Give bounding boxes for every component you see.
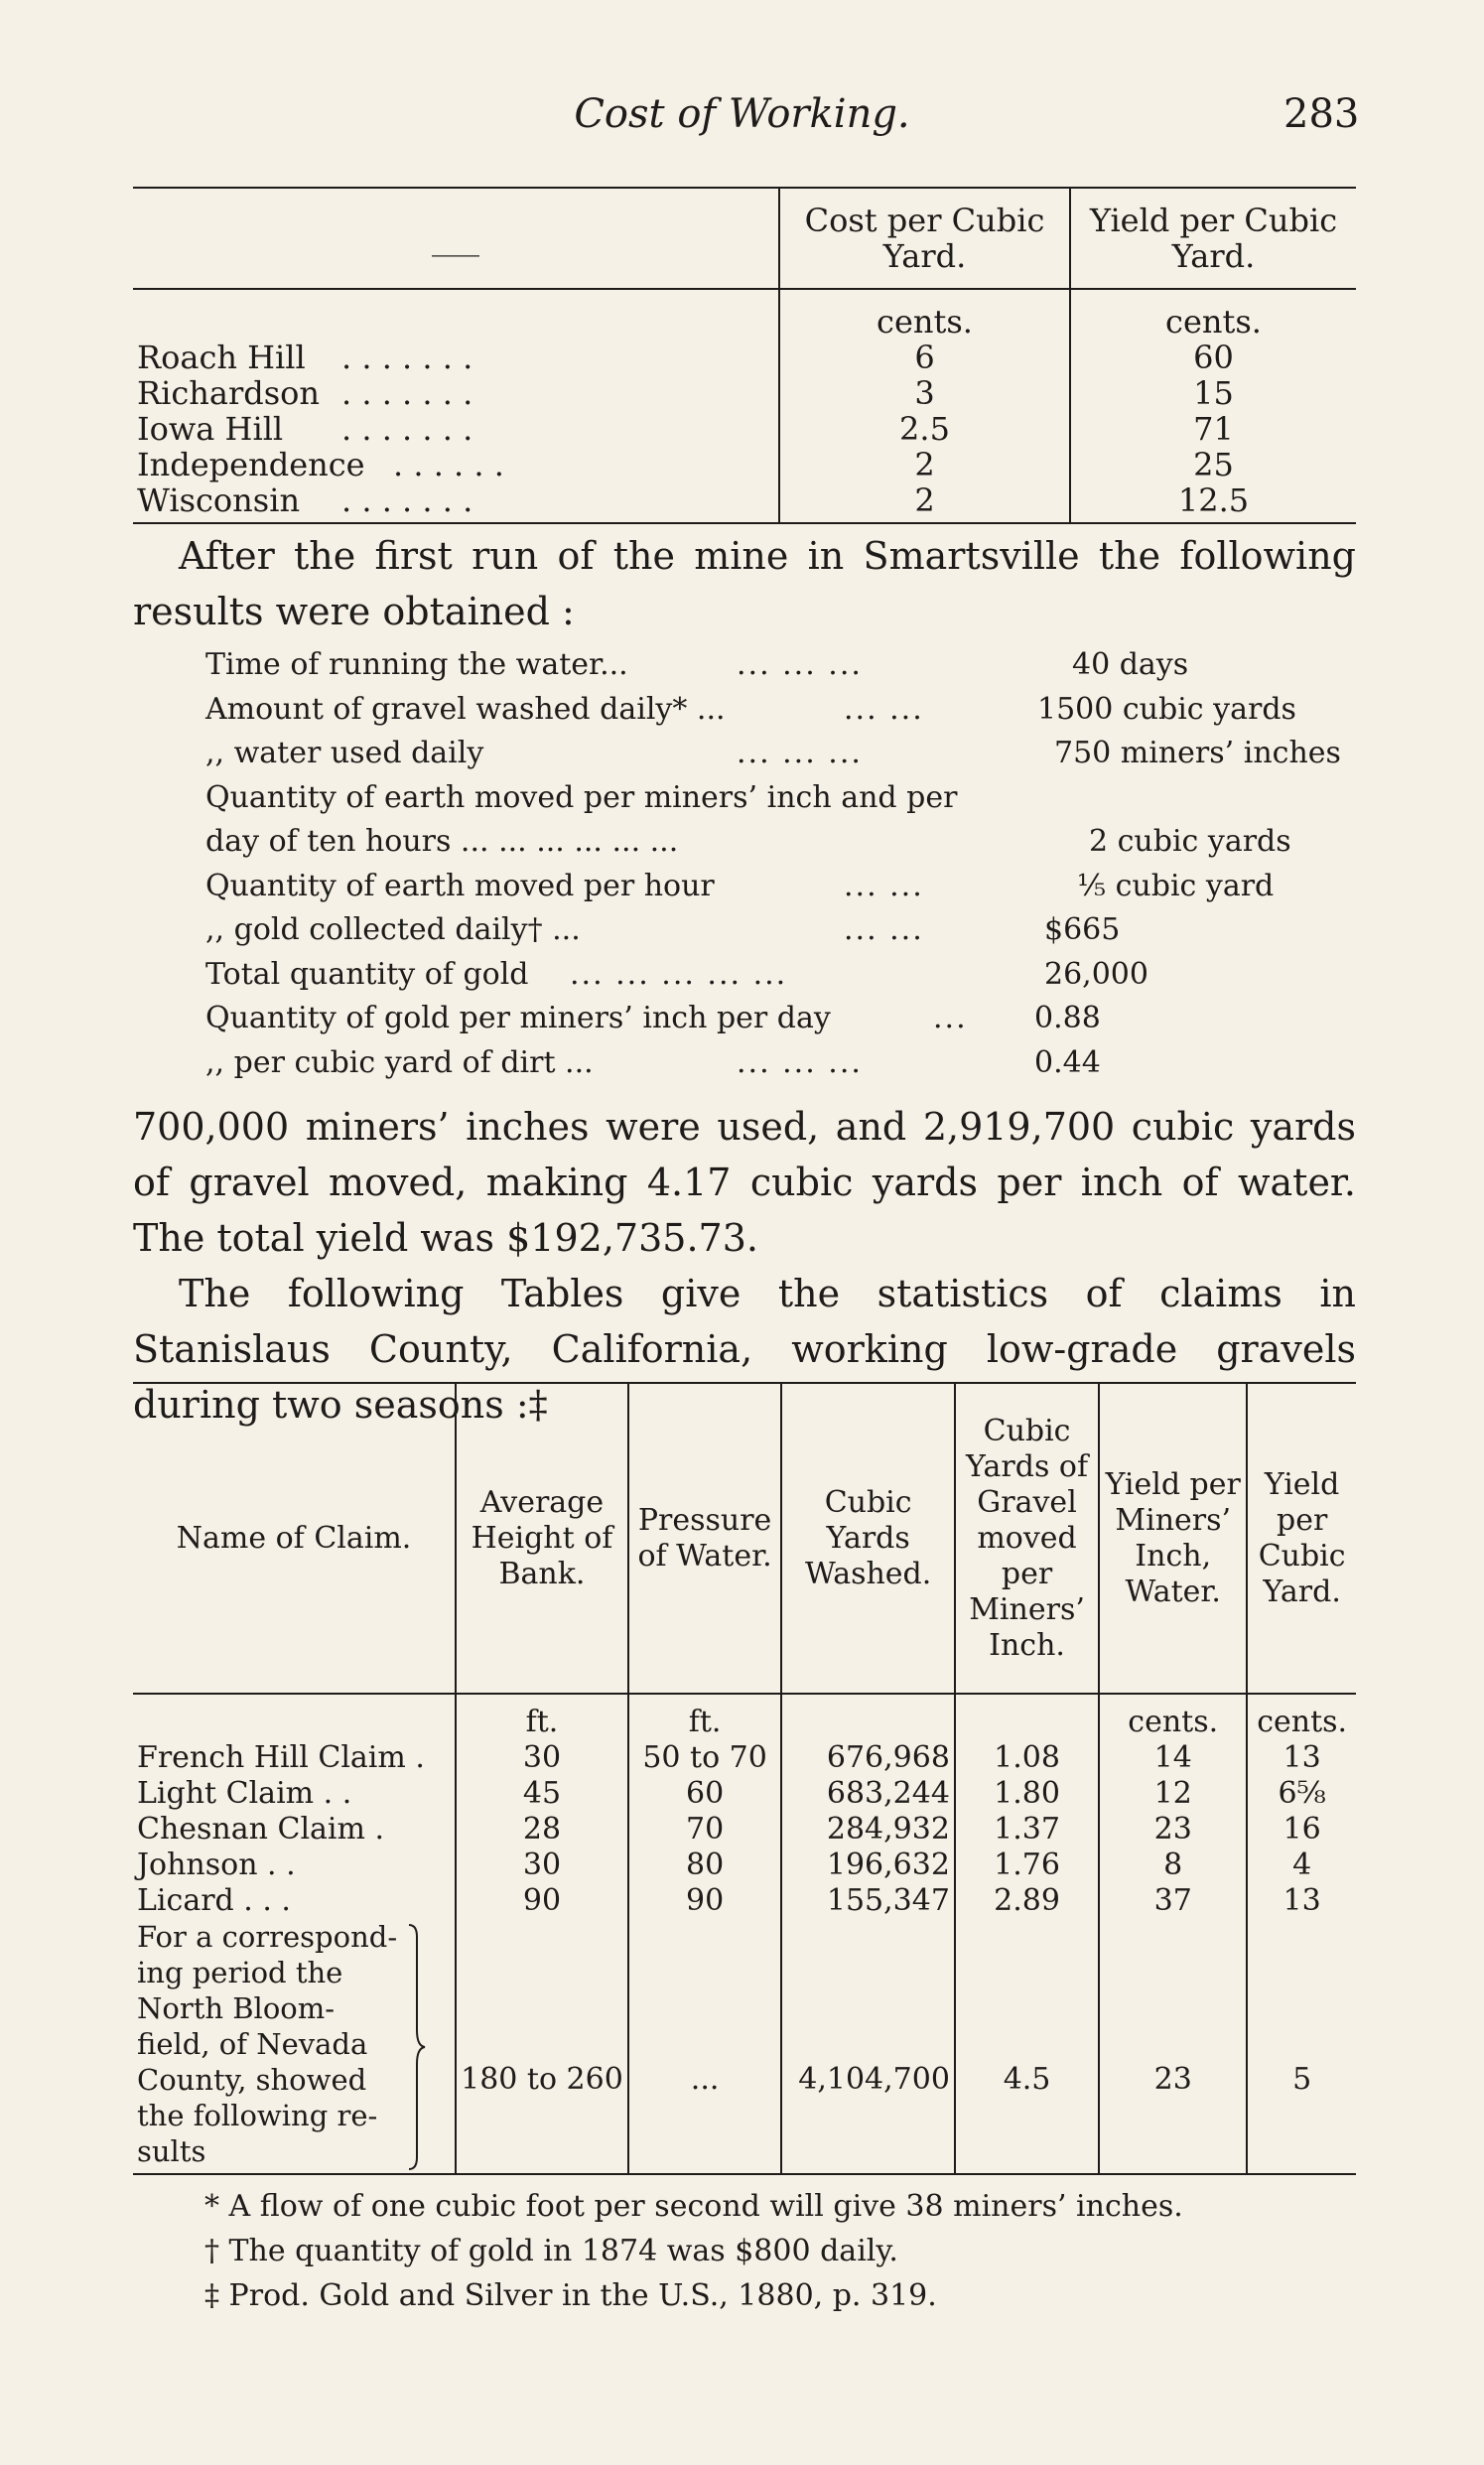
result-label: Quantity of earth moved per miners’ inch and per — [205, 779, 958, 815]
result-label: Amount of gravel washed daily* ... — [205, 691, 726, 727]
cost-cell: 2 — [779, 447, 1070, 482]
result-label: Quantity of earth moved per hour — [205, 868, 715, 903]
results-list — [205, 643, 1347, 1085]
unit-height: ft. — [456, 1694, 628, 1740]
table-header-row — [133, 1383, 1356, 1694]
column-header-pressure: Pressure of Water. — [628, 1383, 782, 1694]
table-row — [133, 1776, 1356, 1812]
per-inch-cell: 1.80 — [955, 1776, 1099, 1812]
claim-name: Iowa Hill — [137, 410, 284, 448]
leader-dots: ... ... — [844, 691, 924, 727]
result-value: $665 — [1044, 912, 1121, 947]
unit-cost: cents. — [779, 289, 1070, 340]
height-cell: 45 — [456, 1776, 628, 1812]
cost-yield-table — [133, 187, 1356, 524]
table-row — [133, 411, 1356, 447]
leader-dots: ... ... ... ... ... — [570, 956, 788, 992]
cost-cell: 2 — [779, 482, 1070, 524]
intro-paragraph: After the first run of the mine in Smartsville the following results were obtained : — [133, 534, 1356, 633]
height-cell: 180 to 260 — [456, 1919, 628, 2174]
claim-name: French Hill Claim . — [133, 1740, 456, 1776]
column-header-cost: Cost per Cubic Yard. — [779, 188, 1070, 289]
footnote: * A flow of one cubic foot per second will give 38 miners’ inches. — [204, 2189, 1183, 2224]
list-item — [205, 820, 1347, 865]
leader-dots: ... ... — [844, 868, 924, 903]
list-item — [205, 776, 1347, 821]
result-value: 2 cubic yards — [1089, 824, 1291, 859]
pressure-cell: 80 — [628, 1848, 782, 1883]
washed-cell: 284,932 — [781, 1812, 955, 1848]
footnotes — [204, 2184, 1183, 2318]
bloomfield-name-cell — [133, 1919, 456, 2174]
result-label: Quantity of gold per miners’ inch per day — [205, 1001, 831, 1035]
leader-dots: ... ... ... — [737, 736, 863, 770]
yield-inch-cell: 37 — [1099, 1883, 1247, 1919]
note-line: County, showed — [137, 2063, 367, 2097]
height-cell: 30 — [456, 1848, 628, 1883]
table-row — [133, 1740, 1356, 1776]
tables-intro-paragraph: The following Tables give the statistics of claims in Stanislaus County, California, working low-grade gravels during two seasons :‡ — [133, 1272, 1356, 1427]
result-value: ⅕ cubic yard — [1077, 868, 1275, 903]
page-number: 283 — [1283, 91, 1360, 137]
per-inch-cell: 1.08 — [955, 1740, 1099, 1776]
pressure-cell: 70 — [628, 1812, 782, 1848]
column-header-per-inch: Cubic Yards of Gravel moved per Miners’ Inch. — [955, 1383, 1099, 1694]
column-header-blank: ___ — [133, 188, 779, 289]
yield-inch-cell: 8 — [1099, 1848, 1247, 1883]
column-header-name: Name of Claim. — [133, 1383, 456, 1694]
leader-dots: ... ... ... — [737, 647, 863, 682]
yield-cell: 25 — [1193, 446, 1234, 483]
list-item — [205, 953, 1347, 998]
footnote: ‡ Prod. Gold and Silver in the U.S., 1880, p. 319. — [204, 2278, 937, 2313]
unit-row — [133, 1694, 1356, 1740]
washed-cell: 683,244 — [781, 1776, 955, 1812]
column-header-height: Average Height of Bank. — [456, 1383, 628, 1694]
cost-cell: 6 — [779, 340, 1070, 375]
yield-inch-cell: 23 — [1099, 1812, 1247, 1848]
washed-cell: 4,104,700 — [781, 1919, 955, 2174]
claim-name: Licard . . . — [133, 1883, 456, 1919]
result-label: Total quantity of gold — [205, 956, 529, 992]
table-row — [133, 375, 1356, 411]
per-inch-cell: 4.5 — [955, 1919, 1099, 2174]
table-row — [133, 1883, 1356, 1919]
unit-row — [133, 289, 1356, 340]
stanislaus-claims-table — [133, 1382, 1356, 2175]
leader-dots: . . . . . . . — [341, 410, 473, 448]
list-item — [205, 688, 1347, 733]
yield-cell: 60 — [1193, 339, 1234, 376]
per-inch-cell: 2.89 — [955, 1883, 1099, 1919]
table-row-bloomfield — [133, 1919, 1356, 2174]
table-row — [133, 447, 1356, 482]
result-value: 40 days — [1072, 647, 1189, 682]
note-line: the following re- — [137, 2099, 378, 2132]
result-value: 1500 cubic yards — [1037, 691, 1296, 727]
column-header-washed: Cubic Yards Washed. — [781, 1383, 955, 1694]
per-inch-cell: 1.76 — [955, 1848, 1099, 1883]
yield-cell: 15 — [1193, 374, 1234, 412]
list-item — [205, 1041, 1347, 1086]
washed-cell: 676,968 — [781, 1740, 955, 1776]
result-label: ,, per cubic yard of dirt ... — [205, 1044, 594, 1080]
leader-dots: ... ... — [844, 912, 924, 947]
yield-yard-cell: 13 — [1282, 1883, 1321, 1918]
note-line: field, of Nevada — [137, 2027, 368, 2061]
leader-dots: . . . . . . . — [341, 374, 473, 412]
table-row — [133, 1848, 1356, 1883]
leader-dots: . . . . . . . — [341, 339, 473, 376]
result-label: day of ten hours ... ... ... ... ... ... — [205, 824, 679, 859]
list-item — [205, 732, 1347, 776]
yield-inch-cell: 12 — [1099, 1776, 1247, 1812]
unit-yield-inch: cents. — [1099, 1694, 1247, 1740]
bloomfield-note — [137, 1919, 451, 2169]
leader-dots: . . . . . . — [393, 446, 504, 483]
table-bottom-rule — [133, 522, 1356, 524]
list-item — [205, 908, 1347, 953]
table-row — [133, 340, 1356, 375]
list-item — [205, 997, 1347, 1041]
note-line: For a correspond- — [137, 1920, 398, 1954]
claim-name: Light Claim . . — [133, 1776, 456, 1812]
pressure-cell: 60 — [628, 1776, 782, 1812]
height-cell: 30 — [456, 1740, 628, 1776]
table-row — [133, 482, 1356, 524]
yield-yard-cell: 16 — [1282, 1812, 1321, 1847]
unit-pressure: ft. — [628, 1694, 782, 1740]
height-cell: 90 — [456, 1883, 628, 1919]
washed-cell: 155,347 — [781, 1883, 955, 1919]
result-label: ,, water used daily — [205, 736, 484, 770]
per-inch-cell: 1.37 — [955, 1812, 1099, 1848]
pressure-cell: 50 to 70 — [628, 1740, 782, 1776]
yield-inch-cell: 14 — [1099, 1740, 1247, 1776]
claim-name: Chesnan Claim . — [133, 1812, 456, 1848]
claim-name: Independence — [137, 446, 365, 483]
column-header-yield-yard: Yield per Cubic Yard. — [1247, 1383, 1356, 1694]
yield-yard-cell: 4 — [1292, 1848, 1312, 1882]
washed-cell: 196,632 — [781, 1848, 955, 1883]
claim-name: Richardson — [137, 374, 321, 412]
table-row — [133, 1812, 1356, 1848]
note-line: North Bloom- — [137, 1991, 336, 2025]
yield-yard-cell: 13 — [1282, 1740, 1321, 1775]
unit-yield: cents. — [1165, 303, 1262, 341]
pressure-cell: ... — [628, 1919, 782, 2174]
result-label: Time of running the water... — [205, 647, 628, 682]
cost-cell: 3 — [779, 375, 1070, 411]
result-value: 0.88 — [1034, 1001, 1101, 1035]
yield-yard-cell: 5 — [1247, 1919, 1356, 2174]
yield-cell: 12.5 — [1177, 481, 1250, 519]
curly-brace-icon — [407, 1923, 427, 2171]
height-cell: 28 — [456, 1812, 628, 1848]
claim-name: Johnson . . — [133, 1848, 456, 1883]
note-line: sults — [137, 2134, 206, 2168]
summary-paragraph: 700,000 miners’ inches were used, and 2,919,700 cubic yards of gravel moved, making 4.17 cubic yards per inch of water. The total yield was $192,735.73. — [133, 1105, 1356, 1260]
yield-cell: 71 — [1193, 410, 1234, 448]
claim-name: Wisconsin — [137, 481, 301, 519]
note-line: ing period the — [137, 1956, 343, 1989]
cost-cell: 2.5 — [779, 411, 1070, 447]
running-header-title: Cost of Working. — [574, 91, 910, 137]
leader-dots: . . . . . . . — [341, 481, 473, 519]
list-item — [205, 643, 1347, 688]
table-header-row — [133, 188, 1356, 289]
yield-yard-cell: 6⅝ — [1278, 1776, 1326, 1811]
result-value: 26,000 — [1044, 956, 1148, 992]
leader-dots: ... — [933, 1001, 968, 1035]
result-value: 0.44 — [1034, 1044, 1101, 1080]
unit-yield-yard: cents. — [1257, 1705, 1348, 1739]
yield-inch-cell: 23 — [1099, 1919, 1247, 2174]
claim-name: Roach Hill — [137, 339, 306, 376]
result-value: 750 miners’ inches — [1054, 736, 1341, 770]
list-item — [205, 865, 1347, 909]
footnote: † The quantity of gold in 1874 was $800 daily. — [204, 2234, 898, 2268]
result-label: ,, gold collected daily† ... — [205, 912, 581, 947]
pressure-cell: 90 — [628, 1883, 782, 1919]
column-header-yield: Yield per Cubic Yard. — [1070, 188, 1356, 289]
column-header-yield-inch: Yield per Miners’ Inch, Water. — [1099, 1383, 1247, 1694]
leader-dots: ... ... ... — [737, 1044, 863, 1080]
